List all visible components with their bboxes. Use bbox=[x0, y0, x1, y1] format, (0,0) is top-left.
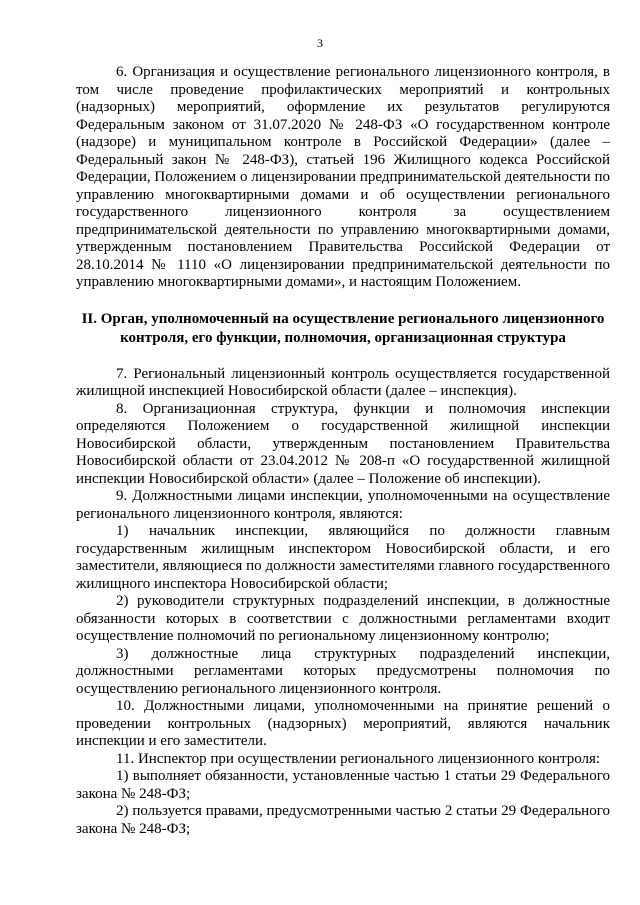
paragraph-9: 9. Должностными лицами инспекции, уполномоченными на осуществление регионального лицензионного контроля, являются: bbox=[76, 488, 610, 522]
document-body bbox=[76, 64, 610, 838]
list-item-11-1: 1) выполняет обязанности, установленные частью 1 статьи 29 Федерального закона № 248-ФЗ; bbox=[76, 768, 610, 802]
paragraph-6: 6. Организация и осуществление регионального лицензионного контроля, в том числе проведение профилактических мероприятий и контрольных (надзорных) мероприятий, оформление их результатов регулируются Федеральным законом от 31.07.2020 № 248-ФЗ «О государственном контроле (надзоре) и муниципальном контроле в Российской Федерации» (далее – Федеральный закон № 248-ФЗ), статьей 196 Жилищного кодекса Российской Федерации, Положением о лицензировании предпринимательской деятельности по управлению многоквартирными домами и об осуществлении регионального государственного лицензионного контроля за осуществлением предпринимательской деятельности по управлению многоквартирными домами, утвержденным постановлением Правительства Российской Федерации от 28.10.2014 № 1110 «О лицензировании предпринимательской деятельности по управлению многоквартирными домами», и настоящим Положением. bbox=[76, 64, 610, 290]
list-item-11-2: 2) пользуется правами, предусмотренными частью 2 статьи 29 Федерального закона № 248-ФЗ; bbox=[76, 803, 610, 837]
section-heading: II. Орган, уполномоченный на осуществление регионального лицензионного контроля, его функции, полномочия, организационная структура bbox=[81, 310, 605, 346]
list-item-9-3: 3) должностные лица структурных подразделений инспекции, должностными регламентами которых предусмотрены полномочия по осуществлению регионального лицензионного контроля. bbox=[76, 645, 610, 697]
paragraph-10: 10. Должностными лицами, уполномоченными на принятие решений о проведении контрольных (надзорных) мероприятий, являются начальник инспекции и его заместители. bbox=[76, 698, 610, 749]
paragraph-7: 7. Региональный лицензионный контроль осуществляется государственной жилищной инспекцией Новосибирской области (далее – инспекция). bbox=[76, 365, 610, 399]
page-number: 3 bbox=[317, 36, 323, 50]
list-item-9-1: 1) начальник инспекции, являющийся по должности главным государственным жилищным инспектором Новосибирской области, и его заместители, являющиеся по должности заместителями главного государственного жилищного инспектора Новосибирской области; bbox=[76, 523, 610, 592]
paragraph-11: 11. Инспектор при осуществлении регионального лицензионного контроля: bbox=[116, 750, 601, 767]
list-item-9-2: 2) руководители структурных подразделений инспекции, в должностные обязанности которых в соответствии с должностными регламентами входит осуществление полномочий по региональному лицензионному контролю; bbox=[76, 593, 610, 644]
paragraph-8: 8. Организационная структура, функции и полномочия инспекции определяются Положением о государственной жилищной инспекции Новосибирской области, утвержденным постановлением Правительства Новосибирской области от 23.04.2012 № 208-п «О государственной жилищной инспекции Новосибирской области» (далее – Положение об инспекции). bbox=[76, 400, 610, 487]
